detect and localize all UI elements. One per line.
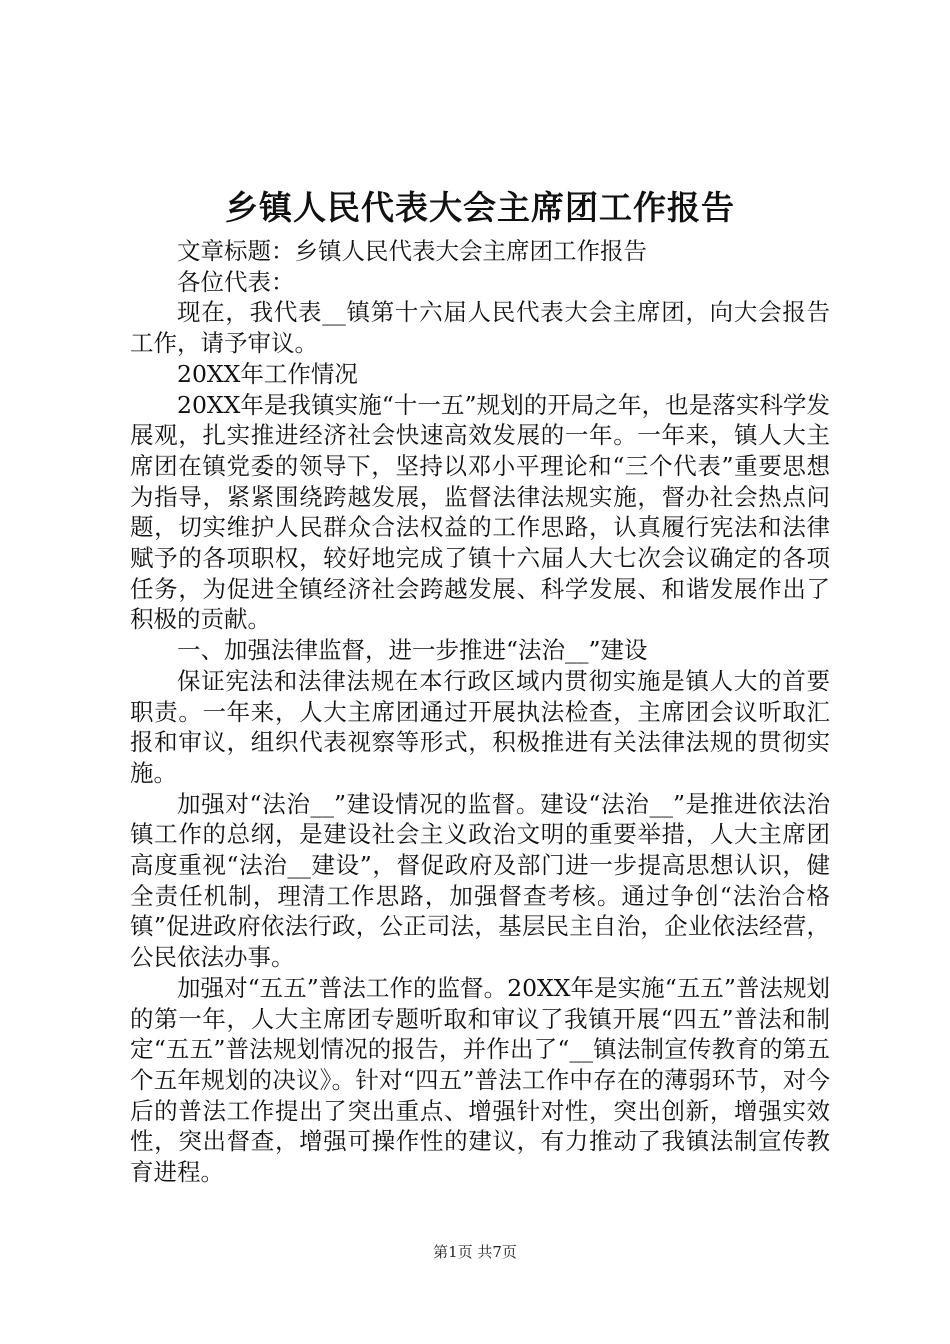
page-number: 第1页 共7页: [433, 1243, 517, 1261]
section-heading-legal-supervision: 一、加强法律监督，进一步推进“法治__”建设: [177, 636, 648, 665]
salutation: 各位代表：: [177, 267, 295, 296]
paragraph-intro: 现在，我代表__镇第十六届人民代表大会主席团，向大会报告工作，请予审议。: [130, 298, 830, 358]
article-title-line: 文章标题：乡镇人民代表大会主席团工作报告: [177, 237, 647, 265]
section-heading-work-status: 20XX年工作情况: [177, 359, 358, 388]
paragraph-rule-of-law: 加强对“法治__”建设情况的监督。建设“法治__”是推进依法治镇工作的总纲，是建设社会主义政治文明的重要举措，人大主席团高度重视“法治__建设”，督促政府及部门进一步提高思想认识，健全责任机制，理清工作思路，加强督查考核。通过争创“法治合格镇”促进政府依法行政，公正司法，基层民主自治，企业依法经营，公民依法办事。: [130, 789, 830, 972]
document-title: 乡镇人民代表大会主席团工作报告: [225, 188, 735, 227]
paragraph-constitution: 保证宪法和法律法规在本行政区域内贯彻实施是镇人大的首要职责。一年来，人大主席团通过开展执法检查，主席团会议听取汇报和审议，组织代表视察等形式，积极推进有关法律法规的贯彻实施。: [130, 666, 830, 787]
paragraph-legal-education: 加强对“五五”普法工作的监督。20XX年是实施“五五”普法规划的第一年，人大主席团专题听取和审议了我镇开展“四五”普法和制定“五五”普法规划情况的报告，并作出了“__镇法制宣传教育的第五个五年规划的决议》。针对“四五”普法工作中存在的薄弱环节，对今后的普法工作提出了突出重点、增强针对性，突出创新，增强实效性，突出督查，增强可操作性的建议，有力推动了我镇法制宣传教育进程。: [130, 973, 830, 1187]
paragraph-overview: 20XX年是我镇实施“十一五”规划的开局之年，也是落实科学发展观，扎实推进经济社会快速高效发展的一年。一年来，镇人大主席团在镇党委的领导下，坚持以邓小平理论和“三个代表”重要思想为指导，紧紧围绕跨越发展，监督法律法规实施，督办社会热点问题，切实维护人民群众合法权益的工作思路，认真履行宪法和法律赋予的各项职权，较好地完成了镇十六届人大七次会议确定的各项任务，为促进全镇经济社会跨越发展、科学发展、和谐发展作出了积极的贡献。: [130, 390, 830, 634]
document-body: [130, 236, 830, 1188]
